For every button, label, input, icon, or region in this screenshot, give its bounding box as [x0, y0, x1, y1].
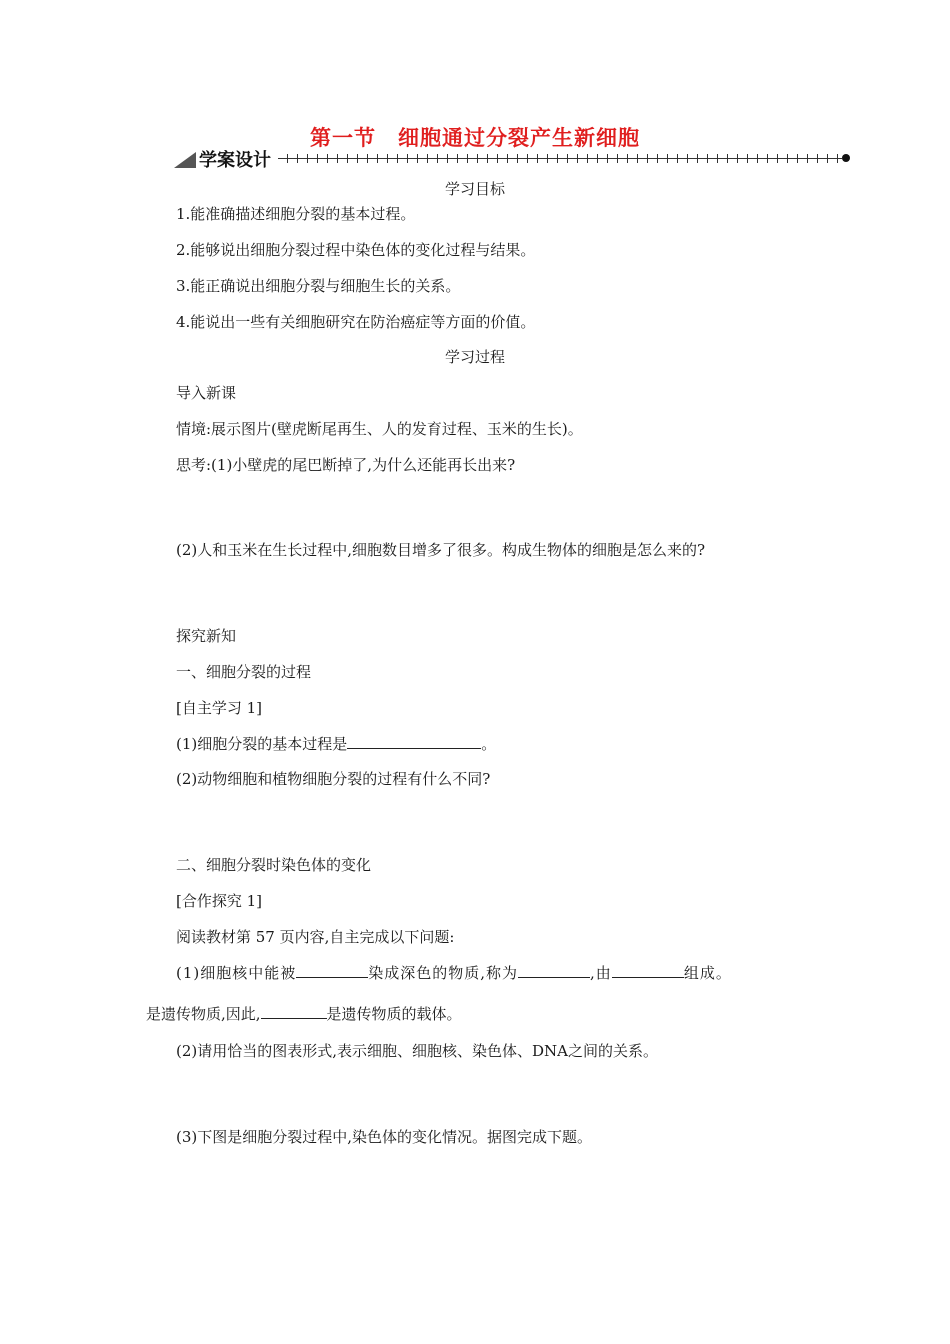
- question-1-suffix: 。: [481, 735, 497, 753]
- c1-part-f: 是遗传物质的载体。: [326, 1005, 462, 1023]
- c1-part-a: (1)细胞核中能被: [176, 964, 297, 982]
- objective-item: 4.能说出一些有关细胞研究在防治癌症等方面的价值。: [176, 313, 536, 331]
- objective-item: 1.能准确描述细胞分裂的基本过程。: [176, 205, 416, 223]
- section-heading-2: 二、细胞分裂时染色体的变化: [176, 856, 372, 874]
- intro-label: 导入新课: [176, 384, 237, 402]
- banner-end-dot-icon: [842, 154, 850, 162]
- c1-part-c: ,由: [590, 964, 612, 982]
- answer-blank[interactable]: [347, 734, 481, 749]
- read-instruction: 阅读教材第 57 页内容,自主完成以下问题:: [176, 928, 455, 946]
- coop-question-3: (3)下图是细胞分裂过程中,染色体的变化情况。据图完成下题。: [176, 1128, 593, 1146]
- coop-question-1-cont: [146, 1003, 462, 1024]
- coop-question-1: [176, 962, 732, 983]
- coop-question-2: (2)请用恰当的图表形式,表示细胞、细胞核、染色体、DNA之间的关系。: [176, 1042, 659, 1060]
- process-heading: 学习过程: [444, 348, 505, 366]
- c1-part-d: 组成。: [683, 964, 732, 982]
- question-1-prefix: (1)细胞分裂的基本过程是: [176, 735, 348, 753]
- self-study-label: [自主学习 1]: [176, 699, 263, 717]
- objective-item: 2.能够说出细胞分裂过程中染色体的变化过程与结果。: [176, 241, 536, 259]
- c1-part-b: 染成深色的物质,称为: [368, 964, 519, 982]
- page-title: 第一节 细胞通过分裂产生新细胞: [310, 126, 640, 150]
- answer-blank[interactable]: [612, 963, 684, 978]
- situation-text: 情境:展示图片(壁虎断尾再生、人的发育过程、玉米的生长)。: [176, 420, 583, 438]
- coop-label: [合作探究 1]: [176, 892, 263, 910]
- banner-dots: [278, 154, 842, 163]
- section-heading-1: 一、细胞分裂的过程: [176, 663, 312, 681]
- objectives-heading: 学习目标: [444, 180, 505, 198]
- think-question-1: 思考:(1)小壁虎的尾巴断掉了,为什么还能再长出来?: [176, 456, 516, 474]
- think-question-2: (2)人和玉米在生长过程中,细胞数目增多了很多。构成生物体的细胞是怎么来的?: [176, 541, 706, 559]
- banner-label: 学案设计: [199, 150, 271, 171]
- c1-part-e: 是遗传物质,因此,: [146, 1005, 261, 1023]
- answer-blank[interactable]: [261, 1004, 327, 1019]
- answer-blank[interactable]: [518, 963, 590, 978]
- banner-triangle-icon: [174, 152, 196, 168]
- question-1: [176, 733, 496, 754]
- explore-label: 探究新知: [176, 627, 237, 645]
- objective-item: 3.能正确说出细胞分裂与细胞生长的关系。: [176, 277, 461, 295]
- answer-blank[interactable]: [296, 963, 368, 978]
- question-2: (2)动物细胞和植物细胞分裂的过程有什么不同?: [176, 770, 491, 788]
